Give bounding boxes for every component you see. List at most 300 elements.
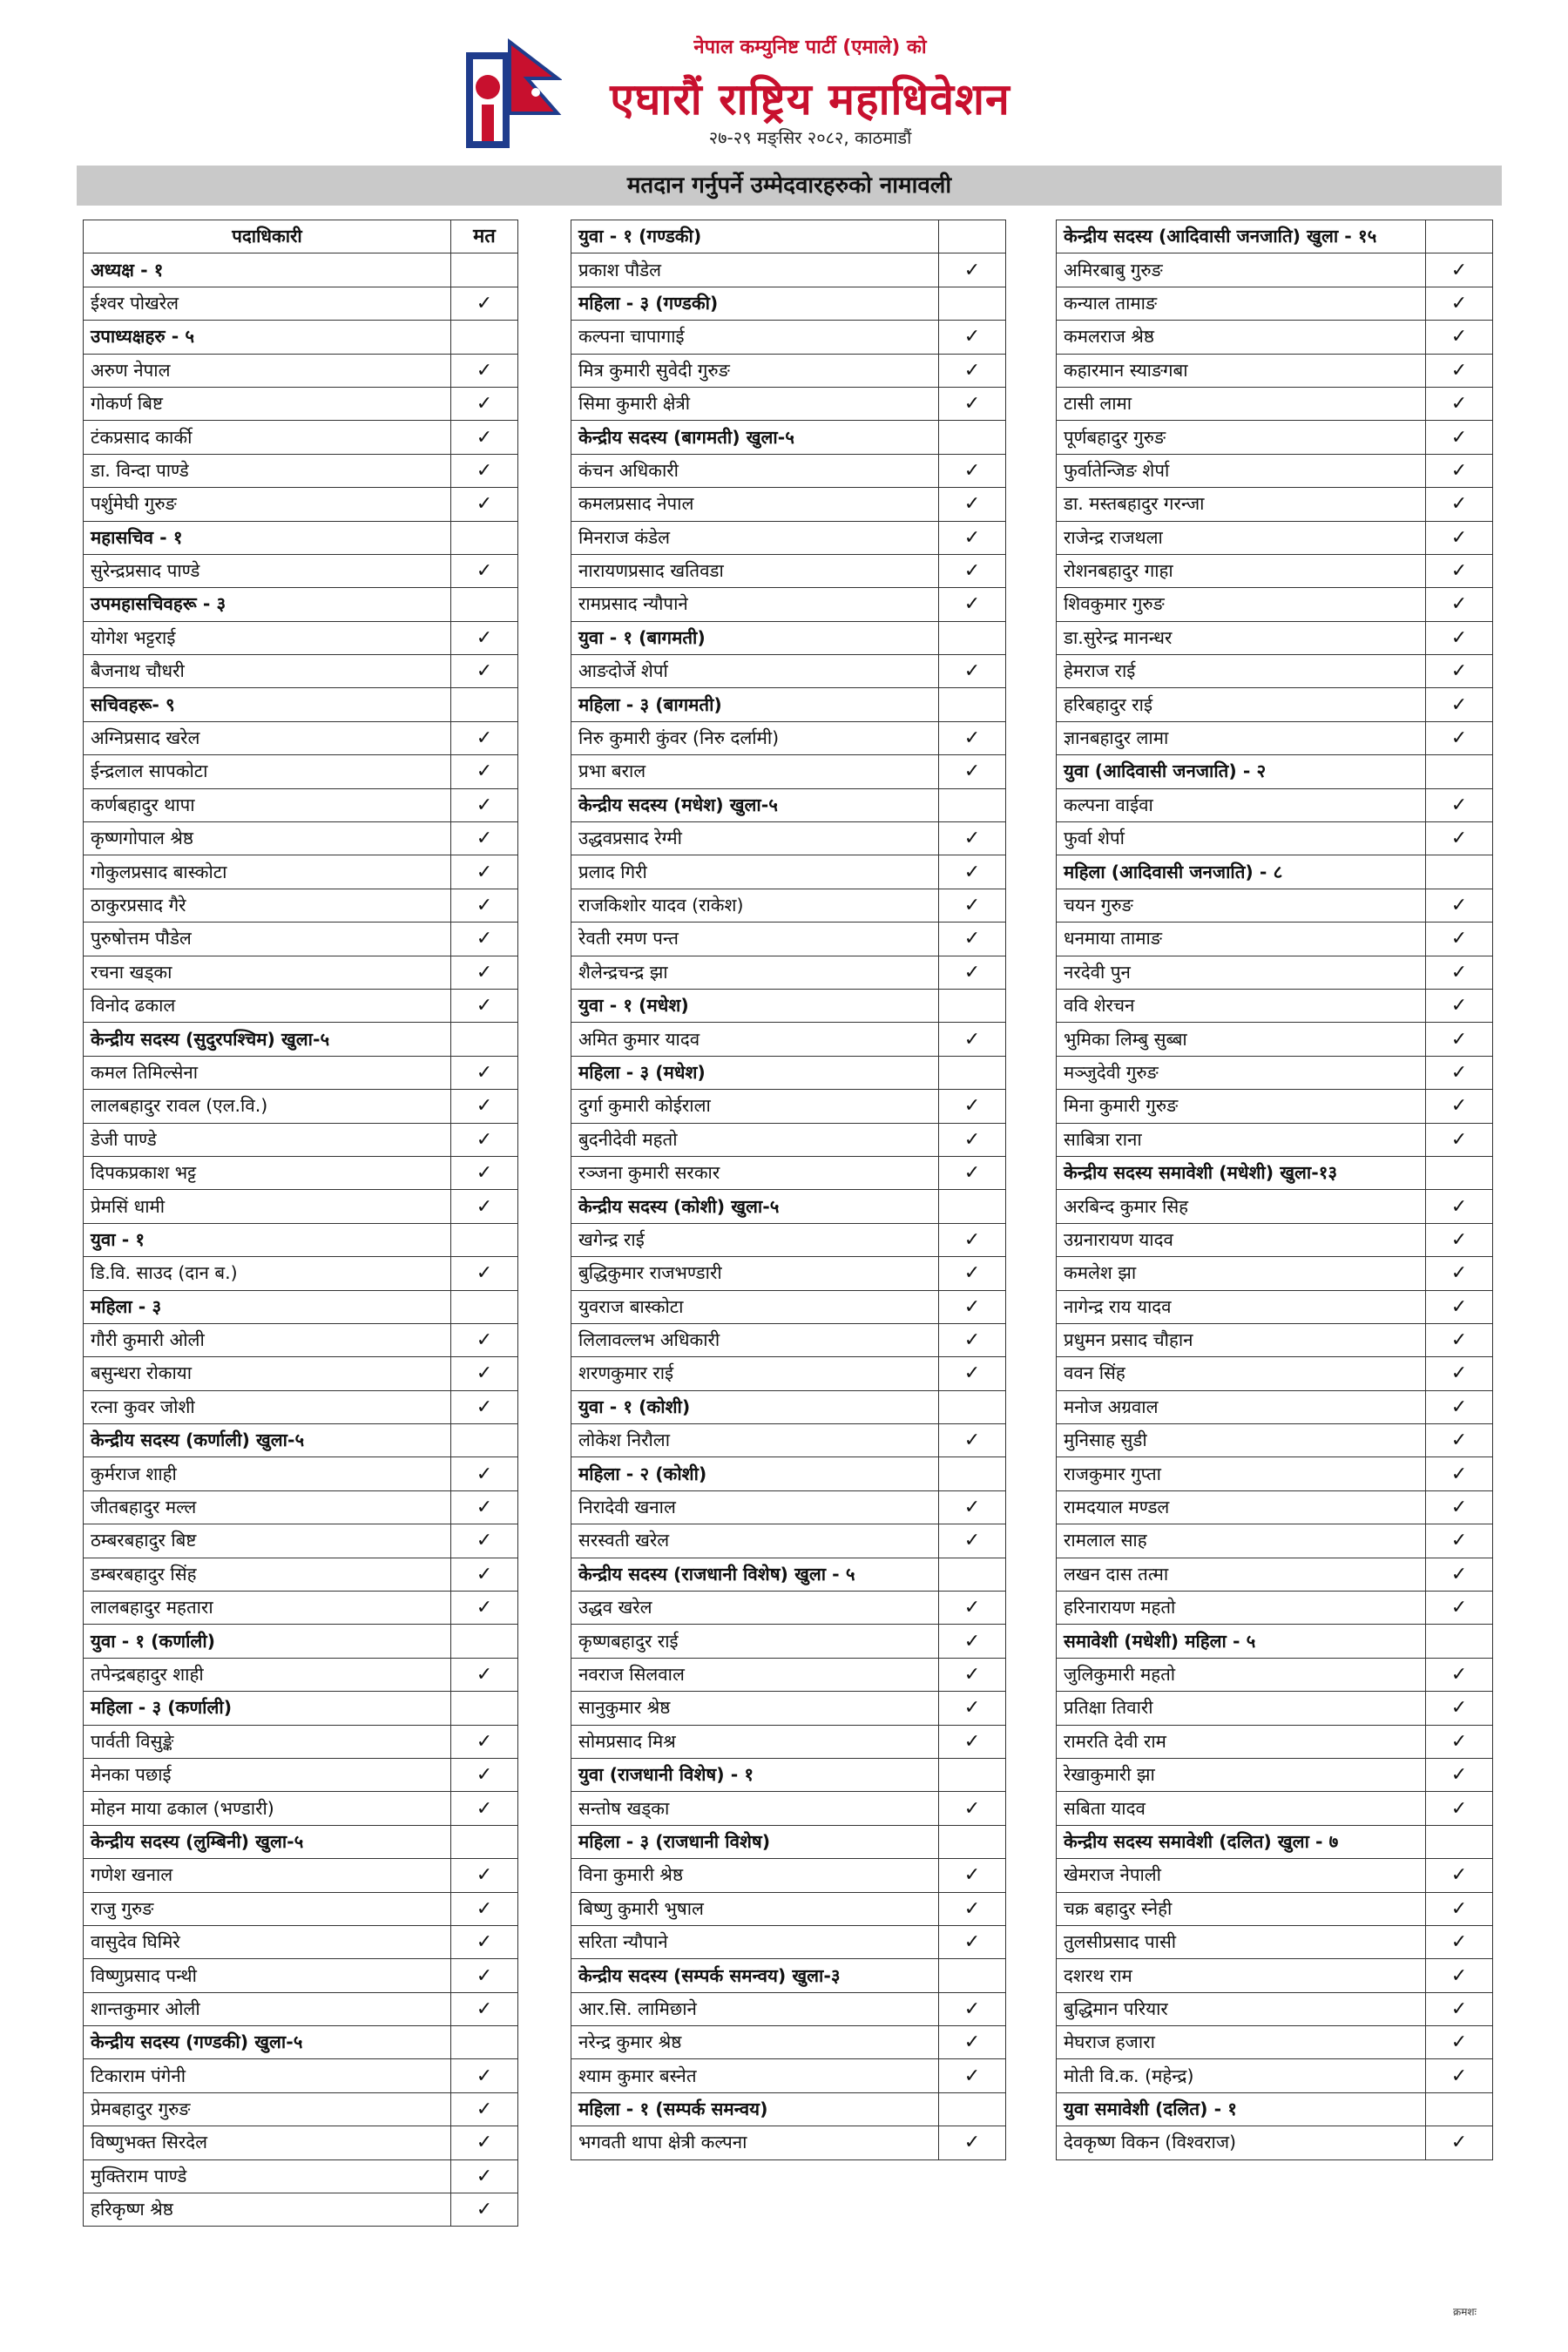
candidate-name: विना कुमारी श्रेष्ठ [571,1859,939,1892]
candidate-name: निरु कुमारी कुंवर (निरु दर्लामी) [571,721,939,754]
section-title: युवा (राजधानी विशेष) - १ [571,1758,939,1791]
check-mark-icon: ✓ [939,1592,1006,1625]
check-mark-icon: ✓ [451,1859,518,1892]
candidate-name: नरदेवी पुन [1057,956,1426,989]
check-mark-icon: ✓ [451,2126,518,2159]
check-mark-icon: ✓ [451,788,518,821]
section-header-row [571,421,1006,454]
page-header [0,0,1568,166]
table-row [1057,1257,1493,1290]
section-title: केन्द्रीय सदस्य (राजधानी विशेष) खुला - ५ [571,1558,939,1591]
table-row [84,354,518,387]
table-row [1057,788,1493,821]
table-row [1057,923,1493,956]
check-mark-icon: ✓ [939,755,1006,788]
table-row [1057,421,1493,454]
check-mark-icon: ✓ [451,1892,518,1925]
candidate-name: भगवती थापा क्षेत्री कल्पना [571,2126,939,2159]
table-row [1057,721,1493,754]
table-row [84,1156,518,1189]
table-row [84,1490,518,1524]
vote-cell [1426,855,1493,889]
table-header-row [84,220,518,253]
check-mark-icon: ✓ [1426,822,1493,855]
table-row [571,1925,1006,1958]
date-place: २७-२९ मङ्सिर २०८२, काठमाडौं [708,127,912,148]
check-mark-icon: ✓ [939,721,1006,754]
check-mark-icon: ✓ [451,855,518,889]
check-mark-icon: ✓ [1426,788,1493,821]
check-mark-icon: ✓ [1426,1692,1493,1725]
candidate-name: प्रधुमन प्रसाद चौहान [1057,1323,1426,1356]
candidate-name: ईन्द्रलाल सापकोटा [84,755,451,788]
vote-cell [939,1457,1006,1490]
check-mark-icon: ✓ [939,1792,1006,1825]
check-mark-icon: ✓ [1426,1490,1493,1524]
table-row [84,488,518,521]
check-mark-icon: ✓ [451,755,518,788]
check-mark-icon: ✓ [939,1223,1006,1256]
header-position: पदाधिकारी [84,220,451,253]
check-mark-icon: ✓ [1426,1257,1493,1290]
candidate-name: हरिकृष्ण श्रेष्ठ [84,2193,451,2227]
candidate-name: राजकुमार गुप्ता [1057,1457,1426,1490]
table-row [1057,2026,1493,2059]
check-mark-icon: ✓ [451,1056,518,1089]
table-row [84,2126,518,2159]
candidate-name: नागेन्द्र राय यादव [1057,1290,1426,1323]
vote-cell [939,421,1006,454]
candidate-name: अरुण नेपाल [84,354,451,387]
check-mark-icon: ✓ [451,1156,518,1189]
candidate-name: खेमराज नेपाली [1057,1859,1426,1892]
check-mark-icon: ✓ [1426,889,1493,922]
candidate-name: कमलेश झा [1057,1257,1426,1290]
section-title: केन्द्रीय सदस्य समावेशी (दलित) खुला - ७ [1057,1825,1426,1858]
check-mark-icon: ✓ [939,923,1006,956]
section-header-row [571,1558,1006,1591]
table-row [1057,889,1493,922]
section-header-row [571,1190,1006,1223]
vote-cell [1426,1625,1493,1658]
table-row [1057,1123,1493,1156]
check-mark-icon: ✓ [939,554,1006,587]
vote-cell [1426,1156,1493,1189]
candidate-name: आङदोर्जे शेर्पा [571,655,939,688]
candidate-name: डम्बरबहादुर सिंह [84,1558,451,1591]
vote-cell [451,1692,518,1725]
check-mark-icon: ✓ [939,1023,1006,1056]
check-mark-icon: ✓ [1426,421,1493,454]
candidate-name: पुरुषोत्तम पौडेल [84,923,451,956]
candidate-name: रामदयाल मण्डल [1057,1490,1426,1524]
candidate-name: कृष्णगोपाल श्रेष्ठ [84,822,451,855]
table-row [84,1992,518,2025]
check-mark-icon: ✓ [939,1290,1006,1323]
candidate-name: लालबहादुर महतारा [84,1592,451,1625]
candidate-name: कमल तिमिल्सेना [84,1056,451,1089]
check-mark-icon: ✓ [939,588,1006,621]
check-mark-icon: ✓ [451,2193,518,2227]
check-mark-icon: ✓ [451,923,518,956]
section-title: अध्यक्ष - १ [84,253,451,287]
check-mark-icon: ✓ [451,1390,518,1423]
check-mark-icon: ✓ [451,1658,518,1691]
vote-cell [939,287,1006,320]
check-mark-icon: ✓ [1426,588,1493,621]
check-mark-icon: ✓ [1426,354,1493,387]
candidate-name: कमलप्रसाद नेपाल [571,488,939,521]
candidate-name: रचना खड्का [84,956,451,989]
section-header-row [571,1457,1006,1490]
vote-cell [1426,1825,1493,1858]
check-mark-icon: ✓ [939,2059,1006,2092]
candidate-table-1 [83,220,518,2227]
candidate-name: धनमाया तामाङ [1057,923,1426,956]
section-title: महिला (आदिवासी जनजाति) - ८ [1057,855,1426,889]
table-row [571,1892,1006,1925]
table-row [1057,1390,1493,1423]
candidate-name: युवराज बास्कोटा [571,1290,939,1323]
check-mark-icon: ✓ [451,1925,518,1958]
check-mark-icon: ✓ [451,1558,518,1591]
section-title: युवा - १ (बागमती) [571,621,939,654]
table-row [84,1658,518,1691]
check-mark-icon: ✓ [939,655,1006,688]
table-row [1057,1056,1493,1089]
candidate-name: हेमराज राई [1057,655,1426,688]
check-mark-icon: ✓ [451,889,518,922]
check-mark-icon: ✓ [451,1457,518,1490]
check-mark-icon: ✓ [451,2159,518,2193]
table-row [84,655,518,688]
candidate-table-3 [1056,220,1493,2160]
candidate-name: रामरति देवी राम [1057,1725,1426,1758]
table-row [1057,1323,1493,1356]
candidate-name: शान्तकुमार ओली [84,1992,451,2025]
table-row [84,1859,518,1892]
candidate-name: मिना कुमारी गुरुङ [1057,1090,1426,1123]
check-mark-icon: ✓ [1426,554,1493,587]
check-mark-icon: ✓ [451,621,518,654]
section-title: केन्द्रीय सदस्य (सम्पर्क समन्वय) खुला-३ [571,1959,939,1992]
section-title: केन्द्रीय सदस्य (कोशी) खुला-५ [571,1190,939,1223]
table-row [571,1357,1006,1390]
candidate-name: साबित्रा राना [1057,1123,1426,1156]
section-title: केन्द्रीय सदस्य (लुम्बिनी) खुला-५ [84,1825,451,1858]
check-mark-icon: ✓ [1426,454,1493,487]
table-row [84,1090,518,1123]
section-title: महिला - ३ (गण्डकी) [571,287,939,320]
vote-cell [939,1758,1006,1791]
candidate-name: रेखाकुमारी झा [1057,1758,1426,1791]
table-row [571,354,1006,387]
table-row [1057,655,1493,688]
check-mark-icon: ✓ [1426,287,1493,320]
section-header-row [84,1692,518,1725]
table-row [84,721,518,754]
vote-cell [451,1223,518,1256]
section-header-row [84,1625,518,1658]
section-title: केन्द्रीय सदस्य (गण्डकी) खुला-५ [84,2026,451,2059]
candidate-name: मिनराज कंडेल [571,521,939,554]
candidate-name: रञ्जना कुमारी सरकार [571,1156,939,1189]
vote-cell [451,1290,518,1323]
candidate-name: बैजनाथ चौधरी [84,655,451,688]
section-title: महिला - ३ (राजधानी विशेष) [571,1825,939,1858]
table-row [1057,521,1493,554]
table-row [571,1223,1006,1256]
table-row [1057,688,1493,721]
candidate-name: आर.सि. लामिछाने [571,1992,939,2025]
table-row [571,889,1006,922]
check-mark-icon: ✓ [451,1992,518,2025]
table-row [84,554,518,587]
candidate-name: शरणकुमार राई [571,1357,939,1390]
candidate-name: ववन सिंह [1057,1357,1426,1390]
candidate-name: दुर्गा कुमारी कोईराला [571,1090,939,1123]
section-header-row [1057,1825,1493,1858]
section-header-row [571,287,1006,320]
check-mark-icon: ✓ [451,989,518,1022]
table-row [1057,1290,1493,1323]
check-mark-icon: ✓ [451,2059,518,2092]
section-header-row [1057,220,1493,253]
candidate-name: डेजी पाण्डे [84,1123,451,1156]
check-mark-icon: ✓ [939,1123,1006,1156]
check-mark-icon: ✓ [1426,1056,1493,1089]
table-row [84,1792,518,1825]
section-header-row [1057,855,1493,889]
candidate-name: दशरथ राम [1057,1959,1426,1992]
candidate-name: लालबहादुर रावल (एल.वि.) [84,1090,451,1123]
section-title: युवा (आदिवासी जनजाति) - २ [1057,755,1426,788]
section-header-row [571,621,1006,654]
section-header-row [84,253,518,287]
section-header-row [84,521,518,554]
section-header-row [571,1959,1006,1992]
table-row [1057,1792,1493,1825]
candidate-name: लोकेश निरौला [571,1424,939,1457]
candidate-name: कहारमान स्याङगबा [1057,354,1426,387]
check-mark-icon: ✓ [939,1524,1006,1558]
section-title: केन्द्रीय सदस्य (बागमती) खुला-५ [571,421,939,454]
table-row [1057,1959,1493,1992]
check-mark-icon: ✓ [939,387,1006,420]
vote-cell [451,688,518,721]
table-row [1057,1758,1493,1791]
table-row [84,1323,518,1356]
table-row [84,2193,518,2227]
table-row [84,2092,518,2126]
candidate-name: मुनिसाह सुडी [1057,1424,1426,1457]
table-row [571,1524,1006,1558]
table-row [1057,1090,1493,1123]
check-mark-icon: ✓ [1426,321,1493,354]
table-row [1057,488,1493,521]
table-row [84,822,518,855]
candidate-name: टंकप्रसाद कार्की [84,421,451,454]
candidate-name: खगेन्द्र राई [571,1223,939,1256]
candidate-name: मोती वि.क. (महेन्द्र) [1057,2059,1426,2092]
table-row [84,755,518,788]
check-mark-icon: ✓ [1426,488,1493,521]
check-mark-icon: ✓ [1426,1524,1493,1558]
candidate-name: नारायणप्रसाद खतिवडा [571,554,939,587]
table-row [84,1892,518,1925]
table-row [1057,956,1493,989]
vote-cell [451,1424,518,1457]
check-mark-icon: ✓ [451,2092,518,2126]
candidate-name: डा. मस्तबहादुर गरन्जा [1057,488,1426,521]
table-row [1057,1190,1493,1223]
table-row [1057,621,1493,654]
section-title: केन्द्रीय सदस्य (मधेश) खुला-५ [571,788,939,821]
table-row [1057,1992,1493,2025]
candidate-name: अरबिन्द कुमार सिह [1057,1190,1426,1223]
check-mark-icon: ✓ [939,488,1006,521]
candidate-name: डा. विन्दा पाण्डे [84,454,451,487]
section-header-row [84,1023,518,1056]
table-row [1057,822,1493,855]
check-mark-icon: ✓ [1426,521,1493,554]
table-row [1057,588,1493,621]
vote-cell [1426,220,1493,253]
check-mark-icon: ✓ [1426,2026,1493,2059]
table-row [571,1290,1006,1323]
candidate-name: राजकिशोर यादव (राकेश) [571,889,939,922]
candidate-name: पर्शुमेघी गुरुङ [84,488,451,521]
section-header-row [571,1390,1006,1423]
section-title: महिला - ३ (कर्णाली) [84,1692,451,1725]
check-mark-icon: ✓ [939,1490,1006,1524]
table-row [571,2059,1006,2092]
check-mark-icon: ✓ [939,1625,1006,1658]
check-mark-icon: ✓ [451,822,518,855]
table-row [1057,1457,1493,1490]
table-row [1057,1859,1493,1892]
candidate-name: अमिरबाबु गुरुङ [1057,253,1426,287]
candidate-name: टिकाराम पंगेनी [84,2059,451,2092]
candidate-name: सानुकुमार श्रेष्ठ [571,1692,939,1725]
candidate-name: फुर्वा शेर्पा [1057,822,1426,855]
candidate-name: जुलिकुमारी महतो [1057,1658,1426,1691]
header-vote: मत [451,220,518,253]
table-row [84,1190,518,1223]
section-header-row [1057,755,1493,788]
section-title: केन्द्रीय सदस्य समावेशी (मधेशी) खुला-१३ [1057,1156,1426,1189]
check-mark-icon: ✓ [451,421,518,454]
table-row [84,1257,518,1290]
table-row [84,1558,518,1591]
check-mark-icon: ✓ [1426,1290,1493,1323]
check-mark-icon: ✓ [939,1323,1006,1356]
table-row [571,655,1006,688]
vote-cell [451,253,518,287]
check-mark-icon: ✓ [1426,1959,1493,1992]
candidate-name: कमलराज श्रेष्ठ [1057,321,1426,354]
section-title: युवा - १ (कर्णाली) [84,1625,451,1658]
table-row [1057,1023,1493,1056]
table-row [1057,1658,1493,1691]
check-mark-icon: ✓ [1426,1758,1493,1791]
table-row [571,1023,1006,1056]
check-mark-icon: ✓ [1426,1592,1493,1625]
section-header-row [84,321,518,354]
check-mark-icon: ✓ [939,1925,1006,1958]
candidate-name: ठम्बरबहादुर बिष्ट [84,1524,451,1558]
check-mark-icon: ✓ [1426,1725,1493,1758]
section-title: महासचिव - १ [84,521,451,554]
candidate-name: नरेन्द्र कुमार श्रेष्ठ [571,2026,939,2059]
candidate-name: रोशनबहादुर गाहा [1057,554,1426,587]
candidate-name: दिपकप्रकाश भट्ट [84,1156,451,1189]
table-row [84,956,518,989]
table-row [571,1490,1006,1524]
check-mark-icon: ✓ [1426,1792,1493,1825]
check-mark-icon: ✓ [1426,688,1493,721]
check-mark-icon: ✓ [1426,1859,1493,1892]
check-mark-icon: ✓ [451,387,518,420]
table-row [571,1725,1006,1758]
check-mark-icon: ✓ [451,1792,518,1825]
candidate-name: सबिता यादव [1057,1792,1426,1825]
check-mark-icon: ✓ [939,1658,1006,1691]
continued-note: क्रमशः [1453,2306,1477,2318]
candidate-name: टासी लामा [1057,387,1426,420]
table-row [571,2126,1006,2159]
candidate-name: गोकुलप्रसाद बास्कोटा [84,855,451,889]
table-row [84,2159,518,2193]
check-mark-icon: ✓ [1426,989,1493,1022]
table-row [571,1123,1006,1156]
check-mark-icon: ✓ [451,1190,518,1223]
candidate-name: अग्निप्रसाद खरेल [84,721,451,754]
check-mark-icon: ✓ [939,521,1006,554]
check-mark-icon: ✓ [1426,621,1493,654]
vote-cell [939,1959,1006,1992]
section-title: युवा - १ (कोशी) [571,1390,939,1423]
section-header-row [1057,1625,1493,1658]
candidate-name: शैलेन्द्रचन्द्र झा [571,956,939,989]
table-row [1057,1592,1493,1625]
table-row [84,2059,518,2092]
candidate-name: गौरी कुमारी ओली [84,1323,451,1356]
vote-cell [451,321,518,354]
table-row [84,454,518,487]
section-header-row [1057,1156,1493,1189]
vote-cell [939,989,1006,1022]
check-mark-icon: ✓ [939,1424,1006,1457]
check-mark-icon: ✓ [451,1123,518,1156]
table-row [571,956,1006,989]
check-mark-icon: ✓ [939,321,1006,354]
table-row [571,253,1006,287]
vote-cell [939,688,1006,721]
table-row [84,788,518,821]
section-title: महिला - ३ [84,1290,451,1323]
candidate-name: शिवकुमार गुरुङ [1057,588,1426,621]
candidate-name: सुरेन्द्रप्रसाद पाण्डे [84,554,451,587]
candidate-name: वासुदेव घिमिरे [84,1925,451,1958]
check-mark-icon: ✓ [1426,2059,1493,2092]
candidate-name: उद्धव खरेल [571,1592,939,1625]
table-row [1057,1490,1493,1524]
section-header-row [571,688,1006,721]
table-row [1057,454,1493,487]
candidate-name: कृष्णबहादुर राई [571,1625,939,1658]
candidate-name: योगेश भट्टराई [84,621,451,654]
